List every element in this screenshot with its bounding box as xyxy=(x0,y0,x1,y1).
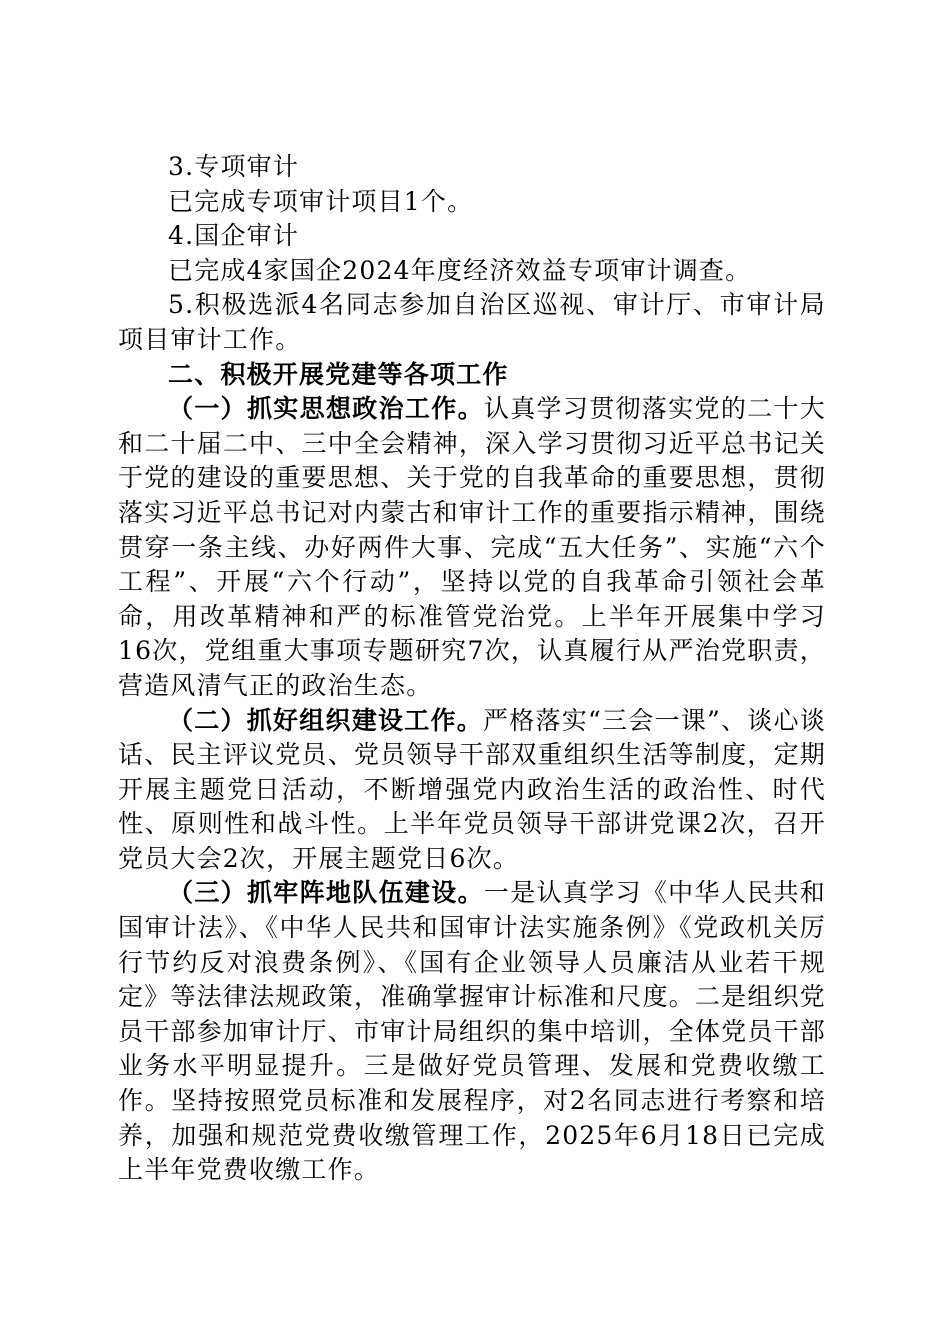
item-5: 5.积极选派4名同志参加自治区巡视、审计厅、市审计局项目审计工作。 xyxy=(118,290,826,354)
item-4-body: 已完成4家国企2024年度经济效益专项审计调查。 xyxy=(168,255,752,285)
item-3-title: 3.专项审计 xyxy=(168,152,300,181)
item-3-body: 已完成专项审计项目1个。 xyxy=(168,186,474,216)
paragraph-lead: （一）抓实思想政治工作。 xyxy=(168,394,484,424)
paragraph-organization-work xyxy=(118,704,826,877)
paragraph-ideological-work xyxy=(118,392,826,703)
paragraph-lead: （二）抓好组织建设工作。 xyxy=(168,705,483,735)
item-4-title: 4.国企审计 xyxy=(168,221,300,251)
paragraph-lead: （三）抓牢阵地队伍建设。 xyxy=(168,878,484,908)
paragraph-body: 严格落实“三会一课”、谈心谈话、民主评议党员、党员领导干部双重组织生活等制度，定期开展主题党日活动，不断增强党内政治生活的政治性、时代性、原则性和战斗性。上半年党员领导干部讲党课2次，召开党员大会2次，开展主题党日6次。 xyxy=(118,705,826,873)
paragraph-body: 认真学习贯彻落实党的二十大和二十届二中、三中全会精神，深入学习贯彻习近平总书记关于党的建设的重要思想、关于党的自我革命的重要思想，贯彻落实习近平总书记对内蒙古和审计工作的重要指示精神，围绕贯穿一条主线、办好两件大事、完成“五大任务”、实施“六个工程”、开展“六个行动”，坚持以党的自我革命引领社会革命，用改革精神和严的标准管党治党。上半年开展集中学习16次，党组重大事项专题研究7次，认真履行从严治党职责，营造风清气正的政治生态。 xyxy=(118,394,826,700)
paragraph-team-building xyxy=(118,876,826,1187)
section-heading: 二、积极开展党建等各项工作 xyxy=(168,359,509,389)
paragraph-body: 一是认真学习《中华人民共和国审计法》、《中华人民共和国审计法实施条例》《党政机关厉行节约反对浪费条例》、《国有企业领导人员廉洁从业若干规定》等法律法规政策，准确掌握审计标准和尺度。二是组织党员干部参加审计厅、市审计局组织的集中培训，全体党员干部业务水平明显提升。三是做好党员管理、发展和党费收缴工作。坚持按照党员标准和发展程序，对2名同志进行考察和培养，加强和规范党费收缴管理工作，2025年6月18日已完成上半年党费收缴工作。 xyxy=(118,878,826,1185)
